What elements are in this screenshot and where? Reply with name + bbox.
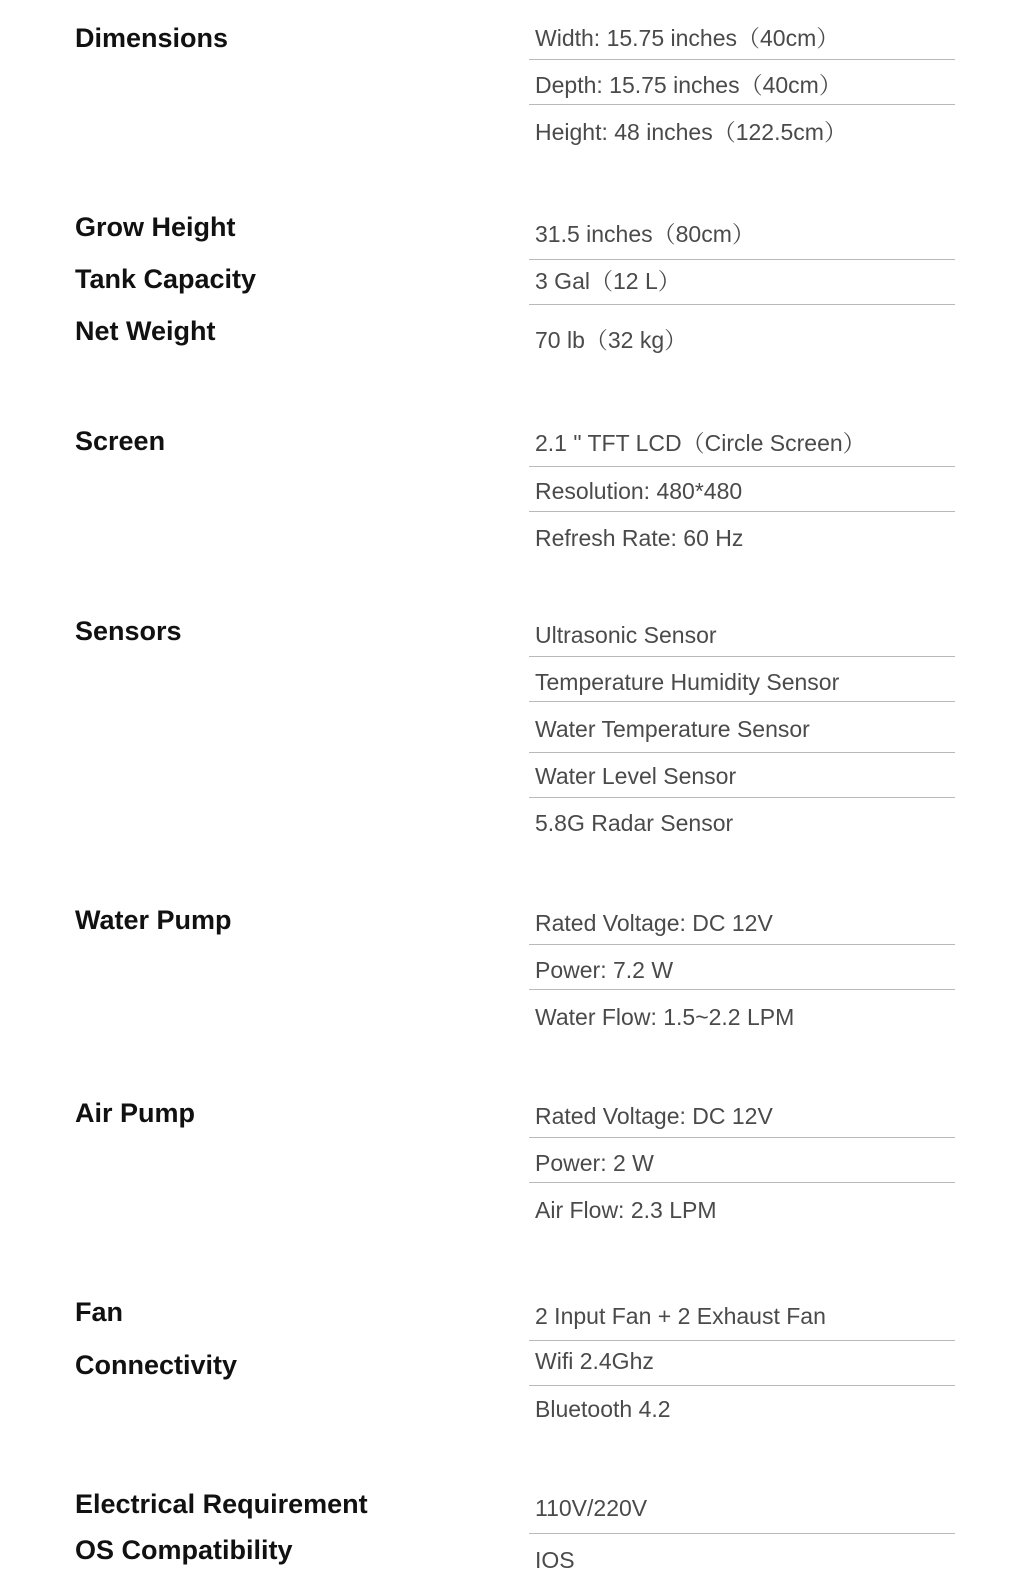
spec-label-dimensions: Dimensions xyxy=(75,23,229,53)
row-divider xyxy=(529,656,955,657)
spec-value-sensor: Temperature Humidity Sensor xyxy=(535,669,840,695)
spec-label-fan: Fan xyxy=(75,1297,124,1327)
spec-value-water-flow: Water Flow: 1.5~2.2 LPM xyxy=(535,1004,795,1030)
spec-value-depth: Depth: 15.75 inches（40cm） xyxy=(535,72,842,98)
row-divider xyxy=(529,466,955,467)
spec-value-resolution: Resolution: 480*480 xyxy=(535,478,743,504)
spec-value-sensor: Water Level Sensor xyxy=(535,763,737,789)
spec-label-tank-capacity: Tank Capacity xyxy=(75,264,257,294)
spec-value-sensor: Water Temperature Sensor xyxy=(535,716,810,742)
spec-label-air-pump: Air Pump xyxy=(75,1098,196,1128)
row-divider xyxy=(529,1533,955,1534)
spec-label-grow-height: Grow Height xyxy=(75,212,236,242)
spec-label-connectivity: Connectivity xyxy=(75,1350,238,1380)
spec-label-os-compatibility: OS Compatibility xyxy=(75,1535,293,1565)
row-divider xyxy=(529,1137,955,1138)
spec-value-air-flow: Air Flow: 2.3 LPM xyxy=(535,1197,717,1223)
spec-label-screen: Screen xyxy=(75,426,166,456)
spec-value-height: Height: 48 inches（122.5cm） xyxy=(535,119,847,145)
row-divider xyxy=(529,752,955,753)
spec-value-sensor: Ultrasonic Sensor xyxy=(535,622,717,648)
row-divider xyxy=(529,989,955,990)
spec-label-net-weight: Net Weight xyxy=(75,316,216,346)
spec-value-grow-height: 31.5 inches（80cm） xyxy=(535,221,755,247)
spec-value-air-pump-power: Power: 2 W xyxy=(535,1150,654,1176)
row-divider xyxy=(529,1340,955,1341)
spec-value-water-pump-voltage: Rated Voltage: DC 12V xyxy=(535,910,773,936)
row-divider xyxy=(529,59,955,60)
spec-value-tank-capacity: 3 Gal（12 L） xyxy=(535,268,681,294)
spec-value-width: Width: 15.75 inches（40cm） xyxy=(535,25,840,51)
row-divider xyxy=(529,944,955,945)
spec-value-sensor: 5.8G Radar Sensor xyxy=(535,810,734,836)
row-divider xyxy=(529,1385,955,1386)
spec-value-water-pump-power: Power: 7.2 W xyxy=(535,957,674,983)
spec-label-sensors: Sensors xyxy=(75,616,182,646)
row-divider xyxy=(529,1182,955,1183)
row-divider xyxy=(529,104,955,105)
row-divider xyxy=(529,259,955,260)
row-divider xyxy=(529,701,955,702)
spec-value-net-weight: 70 lb（32 kg） xyxy=(535,327,688,353)
spec-label-electrical-requirement: Electrical Requirement xyxy=(75,1489,368,1519)
row-divider xyxy=(529,797,955,798)
row-divider xyxy=(529,511,955,512)
spec-value-os: IOS xyxy=(535,1547,575,1573)
spec-value-bluetooth: Bluetooth 4.2 xyxy=(535,1396,671,1422)
spec-value-wifi: Wifi 2.4Ghz xyxy=(535,1348,654,1374)
spec-value-refresh-rate: Refresh Rate: 60 Hz xyxy=(535,525,744,551)
row-divider xyxy=(529,304,955,305)
spec-value-screen-type: 2.1 " TFT LCD（Circle Screen） xyxy=(535,430,866,456)
spec-value-air-pump-voltage: Rated Voltage: DC 12V xyxy=(535,1103,773,1129)
spec-label-water-pump: Water Pump xyxy=(75,905,232,935)
spec-value-electrical: 110V/220V xyxy=(535,1495,648,1521)
spec-value-fan: 2 Input Fan + 2 Exhaust Fan xyxy=(535,1303,826,1329)
